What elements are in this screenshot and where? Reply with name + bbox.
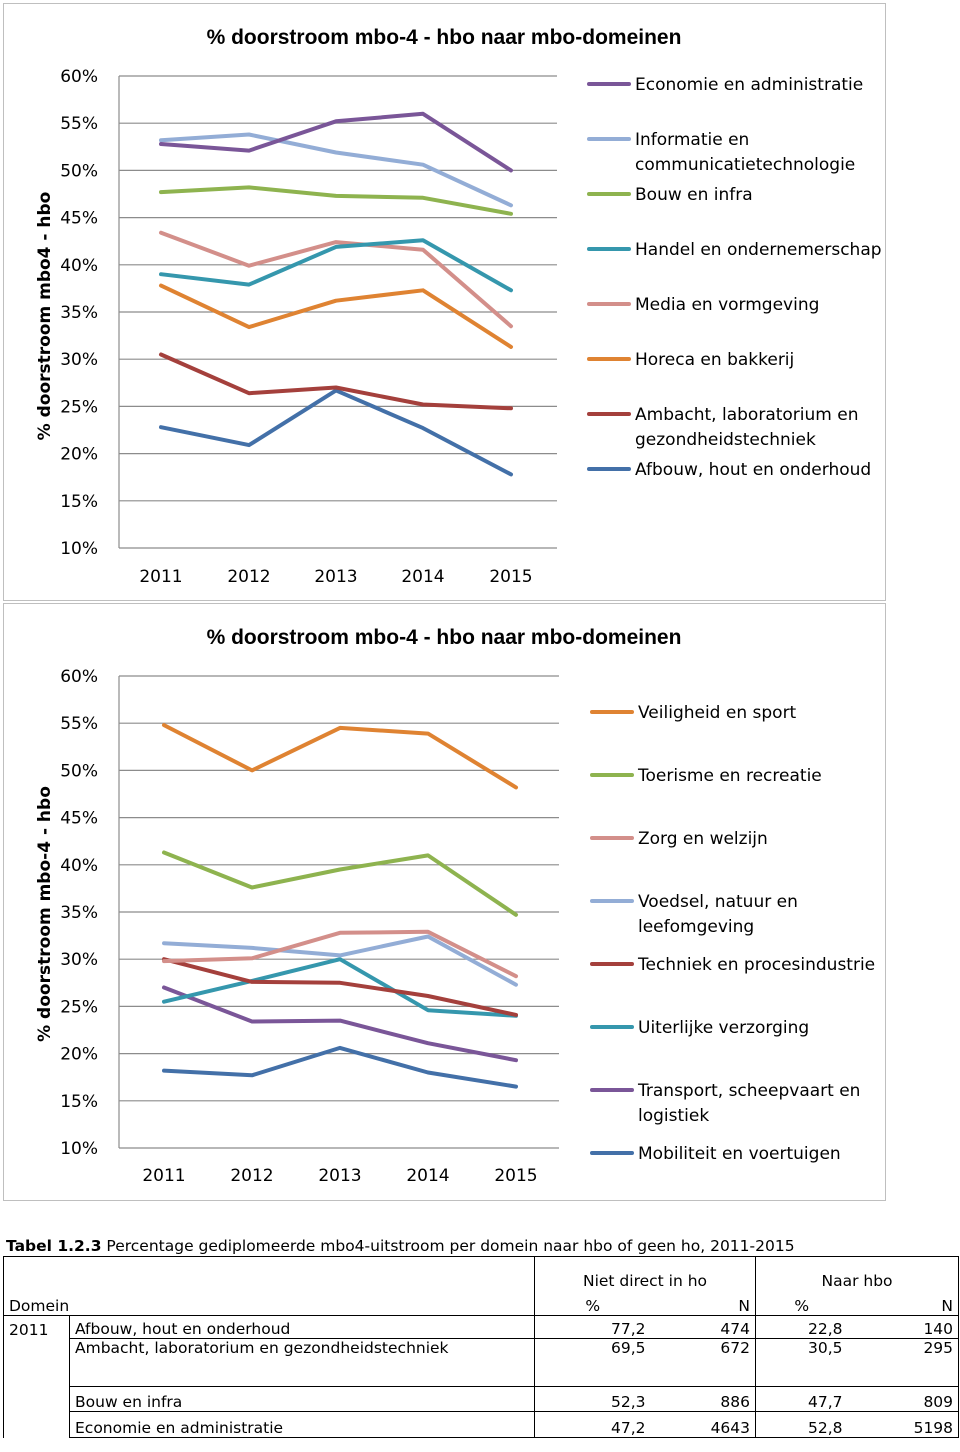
- value-cell: 809: [848, 1387, 959, 1412]
- domain-header: Domein: [4, 1290, 535, 1316]
- y-tick-label: 45%: [60, 808, 98, 829]
- legend-label: Voedsel, natuur en leefomgeving: [638, 892, 798, 937]
- legend-label: Media en vormgeving: [635, 295, 820, 315]
- sub-header-n-1: N: [651, 1290, 756, 1316]
- sub-header-pct-1: %: [535, 1290, 651, 1316]
- y-tick-label: 20%: [60, 444, 98, 465]
- x-tick-label: 2013: [314, 567, 358, 587]
- sub-header-n-2: N: [848, 1290, 959, 1316]
- legend-label: Mobiliteit en voertuigen: [638, 1144, 841, 1164]
- y-tick-label: 15%: [60, 491, 98, 512]
- y-tick-label: 60%: [60, 667, 98, 687]
- domain-cell: Economie en administratie: [70, 1412, 535, 1438]
- y-tick-label: 15%: [60, 1091, 98, 1112]
- y-tick-label: 55%: [60, 114, 98, 135]
- value-cell: 47,2: [535, 1412, 651, 1438]
- table-caption-number: Tabel 1.2.3: [6, 1237, 102, 1255]
- y-tick-label: 50%: [60, 761, 98, 782]
- legend-label: Uiterlijke verzorging: [638, 1018, 810, 1038]
- y-tick-label: 60%: [60, 67, 98, 87]
- table-row: [4, 1412, 959, 1438]
- x-tick-label: 2012: [227, 567, 271, 587]
- table-caption: [6, 1237, 956, 1255]
- series-line-veiligheid-en-sport: [164, 725, 516, 787]
- series-line-bouw-en-infra: [161, 187, 511, 213]
- value-cell: 295: [848, 1339, 959, 1363]
- series-line-ambacht-laboratorium-en-gezondheidstechniek: [161, 355, 511, 409]
- domain-cell: Ambacht, laboratorium en gezondheidstechniek: [75, 1339, 449, 1357]
- y-tick-label: 45%: [60, 208, 98, 229]
- line-chart-1: [4, 4, 885, 600]
- legend-label: Transport, scheepvaart en logistiek: [638, 1081, 861, 1126]
- x-tick-label: 2011: [139, 567, 183, 587]
- y-tick-label: 35%: [60, 903, 98, 923]
- y-tick-label: 10%: [60, 1139, 98, 1159]
- legend-label: Horeca en bakkerij: [635, 350, 795, 370]
- year-cell: 2011: [4, 1316, 70, 1339]
- legend-label: Afbouw, hout en onderhoud: [635, 460, 872, 480]
- value-cell: 4643: [651, 1412, 756, 1438]
- x-tick-label: 2013: [318, 1166, 362, 1186]
- series-line-horeca-en-bakkerij: [161, 286, 511, 347]
- legend-label: Handel en ondernemerschap: [635, 240, 882, 260]
- y-tick-label: 25%: [60, 997, 98, 1018]
- series-line-toerisme-en-recreatie: [164, 853, 516, 915]
- domain-cell: Afbouw, hout en onderhoud: [70, 1316, 535, 1339]
- y-tick-label: 55%: [60, 714, 98, 735]
- domain-cell: Bouw en infra: [70, 1387, 535, 1412]
- y-tick-label: 30%: [60, 350, 98, 371]
- legend-label: Informatie en communicatietechnologie: [635, 130, 856, 175]
- data-table: [3, 1256, 959, 1438]
- y-tick-label: 35%: [60, 303, 98, 323]
- value-cell: 52,8: [756, 1412, 848, 1438]
- table-group-header-row: [4, 1257, 959, 1290]
- x-tick-label: 2014: [401, 567, 445, 587]
- y-tick-label: 10%: [60, 539, 98, 559]
- table-spacer-row: [4, 1363, 959, 1387]
- chart-panel-2: [3, 603, 886, 1201]
- chart-title: % doorstroom mbo-4 - hbo naar mbo-domeinen: [206, 26, 682, 49]
- value-cell: 77,2: [535, 1316, 651, 1339]
- y-tick-label: 50%: [60, 161, 98, 182]
- x-tick-label: 2015: [494, 1166, 538, 1186]
- legend-label: Veiligheid en sport: [638, 703, 797, 723]
- x-tick-label: 2015: [489, 567, 533, 587]
- value-cell: 886: [651, 1387, 756, 1412]
- x-tick-label: 2011: [142, 1166, 186, 1186]
- value-cell: 474: [651, 1316, 756, 1339]
- chart-panel-1: [3, 3, 886, 601]
- group-header-niet-direct: Niet direct in ho: [535, 1257, 756, 1290]
- legend-label: Toerisme en recreatie: [638, 766, 822, 786]
- y-axis-label: % doorstroom mbo-4 - hbo: [35, 786, 55, 1042]
- y-tick-label: 25%: [60, 397, 98, 418]
- series-line-afbouw-hout-en-onderhoud: [161, 390, 511, 474]
- table-row: [4, 1316, 959, 1339]
- series-line-economie-en-administratie: [161, 114, 511, 171]
- value-cell: 30,5: [756, 1339, 848, 1363]
- legend-label: Zorg en welzijn: [638, 829, 768, 849]
- value-cell: 47,7: [756, 1387, 848, 1412]
- legend-label: Ambacht, laboratorium en gezondheidstechniek: [635, 405, 859, 450]
- x-tick-label: 2014: [406, 1166, 450, 1186]
- legend-label: Bouw en infra: [635, 185, 753, 205]
- value-cell: 5198: [848, 1412, 959, 1438]
- chart-title: % doorstroom mbo-4 - hbo naar mbo-domeinen: [206, 626, 682, 649]
- sub-header-pct-2: %: [756, 1290, 848, 1316]
- value-cell: 52,3: [535, 1387, 651, 1412]
- table-caption-text: Percentage gediplomeerde mbo4-uitstroom per domein naar hbo of geen ho, 2011-2015: [101, 1237, 795, 1255]
- y-tick-label: 40%: [60, 855, 98, 876]
- group-header-naar-hbo: Naar hbo: [756, 1257, 959, 1290]
- value-cell: 672: [720, 1339, 751, 1357]
- y-tick-label: 40%: [60, 255, 98, 276]
- line-chart-2: [4, 604, 885, 1200]
- x-tick-label: 2012: [230, 1166, 274, 1186]
- table-row: [4, 1339, 959, 1363]
- value-cell: 140: [848, 1316, 959, 1339]
- table-sub-header-row: [4, 1290, 959, 1316]
- legend-label: Techniek en procesindustrie: [638, 955, 876, 975]
- table-row: [4, 1387, 959, 1412]
- y-tick-label: 30%: [60, 950, 98, 971]
- y-tick-label: 20%: [60, 1044, 98, 1065]
- legend-label: Economie en administratie: [635, 75, 864, 95]
- y-axis-label: % doorstroom mbo4 - hbo: [35, 191, 55, 441]
- value-cell: 69,5: [535, 1339, 651, 1363]
- value-cell: 22,8: [756, 1316, 848, 1339]
